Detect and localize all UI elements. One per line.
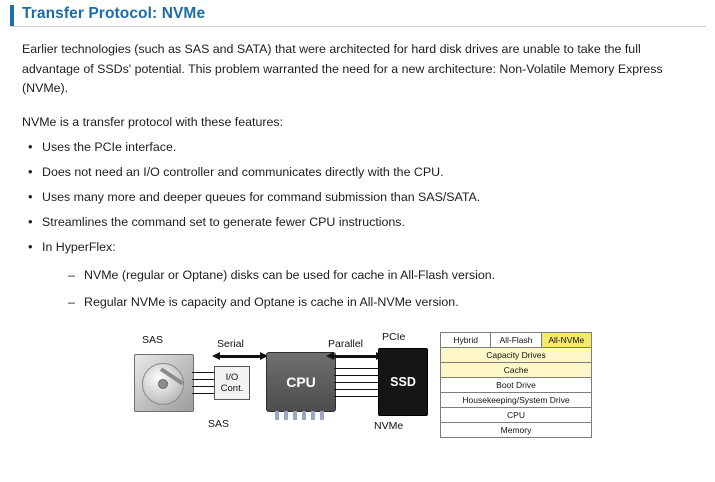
cpu-pins <box>275 411 327 420</box>
label-sas-bottom: SAS <box>208 418 230 430</box>
hdd-to-controller-lines <box>192 370 214 396</box>
list-item: – NVMe (regular or Optane) disks can be used for cache in All-Flash version. <box>68 266 690 285</box>
label-nvme: NVMe <box>374 420 404 432</box>
features-lead-in: NVMe is a transfer protocol with these features: <box>22 114 284 129</box>
list-item-label: In HyperFlex: <box>42 240 116 254</box>
legend-row-memory: Memory <box>441 423 591 437</box>
serial-arrow <box>212 352 268 361</box>
cpu-block <box>266 352 336 412</box>
label-parallel: Parallel <box>328 338 364 350</box>
ssd-label: SSD <box>390 375 416 389</box>
features-list <box>22 138 690 312</box>
hdd-spindle <box>158 379 168 389</box>
intro-paragraph: Earlier technologies (such as SAS and SATA) that were architected for hard disk drives are unable to take the full advantage of SSDs' potential. This problem warranted the need for a new architecture: Non-Volatile Memory Express (NVMe). <box>22 42 663 95</box>
legend-row-housekeeping-system-drive: Housekeeping/System Drive <box>441 393 591 408</box>
title-divider <box>10 26 706 27</box>
label-sas-top: SAS <box>142 334 164 346</box>
cpu-label: CPU <box>286 374 316 390</box>
list-item: • Streamlines the command set to generate fewer CPU instructions. <box>22 213 690 232</box>
page-title: Transfer Protocol: NVMe <box>22 5 206 22</box>
io-controller-block <box>214 366 250 400</box>
title-accent-bar <box>10 5 14 27</box>
legend-row-cache: Cache <box>441 363 591 378</box>
legend-row-cpu: CPU <box>441 408 591 423</box>
title-bar <box>0 4 715 24</box>
list-item: • Uses many more and deeper queues for command submission than SAS/SATA. <box>22 188 690 207</box>
nvme-architecture-diagram <box>120 326 695 478</box>
legend-column-hybrid: Hybrid <box>441 333 491 348</box>
label-pcie: PCIe <box>382 331 406 343</box>
ssd-block <box>378 348 428 416</box>
cpu-to-ssd-lines <box>334 366 378 400</box>
body-content <box>22 40 690 320</box>
legend-column-all-flash: All-Flash <box>491 333 541 348</box>
label-serial: Serial <box>217 338 244 350</box>
legend-column-all-nvme: All-NVMe <box>542 333 591 348</box>
io-controller-line1: I/O <box>225 372 239 383</box>
legend-row-boot-drive: Boot Drive <box>441 378 591 393</box>
version-comparison-legend <box>440 332 592 438</box>
list-item: • Uses the PCIe interface. <box>22 138 690 157</box>
io-controller-line2: Cont. <box>220 383 244 394</box>
legend-row-capacity-drives: Capacity Drives <box>441 348 591 363</box>
list-item <box>22 238 690 312</box>
list-item: • Does not need an I/O controller and communicates directly with the CPU. <box>22 163 690 182</box>
list-item: – Regular NVMe is capacity and Optane is cache in All-NVMe version. <box>68 293 690 312</box>
parallel-arrow <box>326 352 384 361</box>
sub-features-list <box>42 266 690 312</box>
legend-header-row <box>441 333 591 348</box>
hard-disk-drive-icon <box>134 354 194 412</box>
